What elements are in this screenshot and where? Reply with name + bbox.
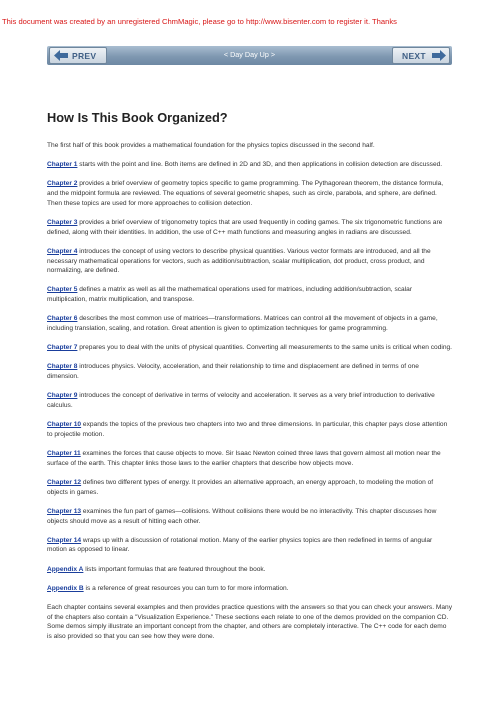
chapter-description: introduces physics. Velocity, acceleration, and their relationship to time and displacement are defined in terms of one dimension.	[47, 363, 419, 381]
prev-button-label: PREV	[72, 51, 97, 61]
chapter-entry	[47, 362, 452, 382]
prev-button[interactable]	[49, 47, 107, 64]
chapter-entry	[47, 536, 452, 556]
chapter-entry	[47, 420, 452, 440]
chapter-entry	[47, 343, 452, 353]
left-arrow-icon	[54, 50, 68, 61]
chapter-link[interactable]: Chapter 10	[47, 421, 82, 429]
chapter-entry	[47, 449, 452, 469]
chapter-description: starts with the point and line. Both items are defined in 2D and 3D, and then applications in collision detection are discussed.	[77, 161, 443, 169]
intro-paragraph: The first half of this book provides a mathematical foundation for the physics topics discussed in the second half.	[47, 142, 375, 149]
appendix-link[interactable]: Appendix B	[47, 584, 84, 592]
chapter-entry	[47, 314, 452, 334]
chapter-link[interactable]: Chapter 3	[47, 218, 78, 226]
chapter-description: defines a matrix as well as all the mathematical operations used for matrices, including addition/subtraction, scalar multiplication, matrix multiplication, and transpose.	[47, 286, 413, 304]
chapter-entry	[47, 507, 452, 527]
chapter-description: defines two different types of energy. It provides an alternative approach, an energy approach, to modeling the motion of objects in games.	[47, 478, 434, 496]
chapter-entry	[47, 218, 452, 238]
chapter-description: expands the topics of the previous two chapters into two and three dimensions. In particular, this chapter pays close attention to projectile motion.	[47, 421, 448, 438]
navigation-bar	[47, 46, 452, 65]
next-button[interactable]	[392, 47, 450, 64]
chapter-description: provides a brief overview of geometry topics specific to game programming. The Pythagorean theorem, the distance formula, and the midpoint formula are reviewed. The equations of several geometric shapes, such as circle, parabola, and sphere, are defined. Then these topics are used for more approaches to collision detection.	[47, 180, 444, 207]
chapter-entry	[47, 391, 452, 411]
page-title: How Is This Book Organized?	[47, 110, 228, 125]
chapter-description: wraps up with a discussion of rotational motion. Many of the earlier physics topics are then redefined in terms of angular motion as opposed to linear.	[47, 536, 433, 554]
chapter-entry	[47, 478, 452, 498]
page-content	[47, 141, 452, 651]
chapter-description: describes the most common use of matrices—transformations. Matrices can control all the movement of objects in a game, including translation, scaling, and rotation. Great attention is given to optimization techniques for game programming.	[47, 315, 438, 333]
appendix-description: is a reference of great resources you can turn to for more information.	[83, 584, 289, 592]
unregistered-watermark-notice: This document was created by an unregistered ChmMagic, please go to http://www.bisenter.com to register it. Thanks	[2, 17, 397, 26]
day-day-up-link[interactable]: < Day Day Up >	[223, 50, 276, 59]
right-arrow-icon	[432, 50, 446, 61]
appendix-entry	[47, 565, 452, 575]
chapter-entry	[47, 247, 452, 276]
chapter-description: prepares you to deal with the units of physical quantities. Converting all measurements to the same units is critical when coding.	[77, 344, 452, 352]
chapter-description: introduces the concept of using vectors to describe physical quantities. Various vector formats are introduced, and all the necessary mathematical operations for vectors, such as addition/subtraction, scalar multiplication, dot product, cross product, and normalizing, are defined.	[47, 247, 431, 275]
chapter-link[interactable]: Chapter 12	[47, 478, 82, 486]
chapter-link[interactable]: Chapter 5	[47, 286, 78, 294]
appendix-description: lists important formulas that are featured throughout the book.	[83, 565, 266, 573]
chapter-link[interactable]: Chapter 8	[47, 363, 78, 371]
chapter-link[interactable]: Chapter 13	[47, 507, 82, 515]
chapter-description: provides a brief overview of trigonometry topics that are used frequently in coding games. The six trigonometric functions are defined, along with their identities. In addition, the use of C++ math functions and measuring angles in radians are discussed.	[47, 218, 443, 236]
chapter-description: examines the fun part of games—collisions. Without collisions there would be no interactivity. This chapter discusses how objects should move as a result of hitting each other.	[47, 507, 437, 525]
chapter-link[interactable]: Chapter 9	[47, 392, 78, 400]
closing-paragraph: Each chapter contains several examples and then provides practice questions with the answers so that you can check your answers. Many of the chapters also contain a "Visualization Experience." These sections each relate to one of the demos provided on the companion CD. Some demos simply illustrate an important concept from the chapter, and others are completely interactive. The C++ code for each demo is also provided so that you can see how they were done.	[47, 603, 452, 641]
chapter-entry	[47, 285, 452, 305]
chapter-description: introduces the concept of derivative in terms of velocity and acceleration. It serves as a very brief introduction to derivative calculus.	[47, 392, 435, 410]
chapter-link[interactable]: Chapter 1	[47, 161, 78, 169]
chapter-entry	[47, 160, 452, 170]
chapter-link[interactable]: Chapter 2	[47, 180, 78, 188]
chapter-link[interactable]: Chapter 11	[47, 450, 81, 457]
chapter-link[interactable]: Chapter 7	[47, 344, 78, 352]
chapter-entry	[47, 179, 452, 208]
chapter-link[interactable]: Chapter 4	[47, 247, 78, 255]
chapter-link[interactable]: Chapter 14	[47, 536, 82, 544]
appendix-link[interactable]: Appendix A	[47, 565, 84, 573]
appendix-entry	[47, 584, 452, 594]
chapter-link[interactable]: Chapter 6	[47, 315, 78, 323]
chapter-description: examines the forces that cause objects to move. Sir Isaac Newton coined three laws that govern almost all motion near the surface of the earth. This chapter links those laws to the earlier chapters that describe how objects move.	[47, 450, 441, 467]
next-button-label: NEXT	[402, 51, 426, 61]
